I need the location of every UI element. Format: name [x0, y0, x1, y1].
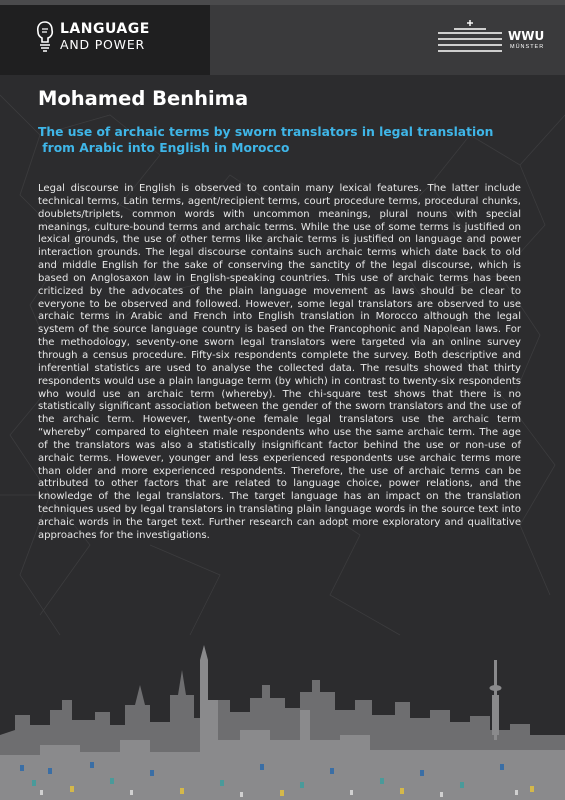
logo-line-2: AND POWER	[60, 37, 146, 52]
abstract-text: Legal discourse in English is observed to contain many lexical features. The latter include technical terms, Latin terms, agent/recipient terms, court procedure terms, procedural chunks, doublets/triplets, common words with uncommon meanings, plural nouns with special meanings, culture-bound terms and archaic terms. While the use of some terms is justified on lexical grounds, the use of other terms like archaic terms is justified on language and power interaction grounds. The legal discourse contains such archaic terms which date back to old and middle English for the sake of conserving the sanctity of the legal discourse, which is based on Anglosaxon law in English-speaking countries. This use of archaic terms has been criticized by the advocates of the plain language movement as laws should be clear to everyone to be observed and followed. However, some legal translators are observed to use archaic terms in Arabic and French into English translation in Morocco although the legal system of the source language country is based on the Francophonic and Napolean laws. For the methodology, seventy-one sworn legal translators were targeted via an online survey through a census procedure. Fifty-six respondents complete the survey. Both descriptive and inferential statistics are used to analyse the collected data. The results showed that thirty respondents would use a plain language term (by which) in contrast to twenty-six respondents who would use an archaic term (whereby). The chi-square test shows that there is no statistically significant association between the gender of the sworn translators and the use of the archaic term. However, twenty-one female legal translators use the archaic term “whereby” compared to eighteen male respondents who use the same archaic term. The age of the translators was also a statistically insignificant factor behind the use or non-use of archaic terms. However, younger and less experienced respondents use archaic terms more than older and more experienced respondents. Therefore, the use of archaic terms can be attributed to other factors that are related to language choice, power relations, and the knowledge of the legal translators. The target language has an impact on the translation techniques used by legal translators in translating plain language words in the source text into archaic words in the target text. Further research can adopt more exploratory and qualitative approaches for the investigations.	[38, 183, 521, 541]
paper-title-line-1: The use of archaic terms by sworn translators in legal translation	[38, 125, 494, 139]
head-with-speech-icon	[36, 20, 54, 54]
wwu-logo-text: WWU	[508, 29, 545, 43]
author-name: Mohamed Benhima	[38, 87, 249, 110]
wwu-logo-subtitle: MÜNSTER	[510, 44, 545, 50]
paper-title	[38, 125, 518, 156]
language-and-power-logo	[36, 20, 150, 54]
paper-title-line-2: from Arabic into English in Morocco	[38, 140, 290, 155]
logo-line-1: LANGUAGE	[60, 21, 150, 37]
city-skyline-illustration	[0, 640, 565, 800]
